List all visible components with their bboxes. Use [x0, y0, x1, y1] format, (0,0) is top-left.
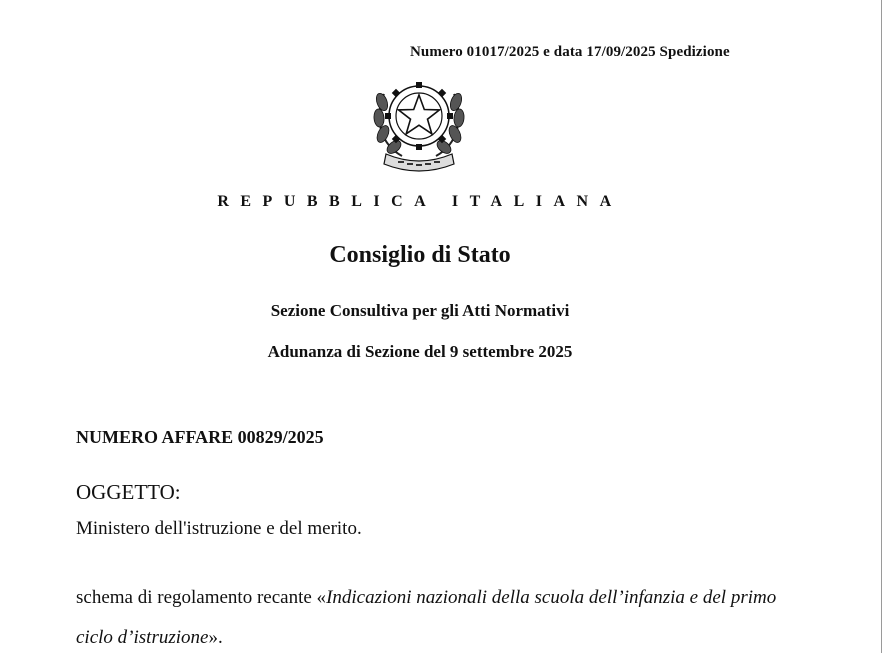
emblem-of-italy-icon	[372, 68, 466, 172]
scheme-title: Indicazioni nazionali della scuola dell’infanzia e del primo ciclo d’istruzione	[76, 587, 777, 648]
scheme-prefix: schema di regolamento recante «	[76, 587, 327, 608]
section-heading: Sezione Consultiva per gli Atti Normativi	[270, 301, 570, 320]
meeting-date-heading: Adunanza di Sezione del 9 settembre 2025	[267, 342, 573, 361]
page-edge-divider	[881, 0, 882, 653]
republic-heading: REPUBBLICA ITALIANA	[217, 193, 623, 210]
document-reference: Numero 01017/2025 e data 17/09/2025 Spedizione	[410, 44, 730, 60]
scheme-suffix: ».	[208, 627, 223, 648]
council-heading: Consiglio di Stato	[329, 242, 511, 268]
ministry-line: Ministero dell'istruzione e del merito.	[76, 518, 362, 539]
regulation-scheme-paragraph	[76, 578, 786, 658]
affair-number: NUMERO AFFARE 00829/2025	[76, 427, 324, 447]
subject-label: OGGETTO:	[76, 480, 181, 504]
